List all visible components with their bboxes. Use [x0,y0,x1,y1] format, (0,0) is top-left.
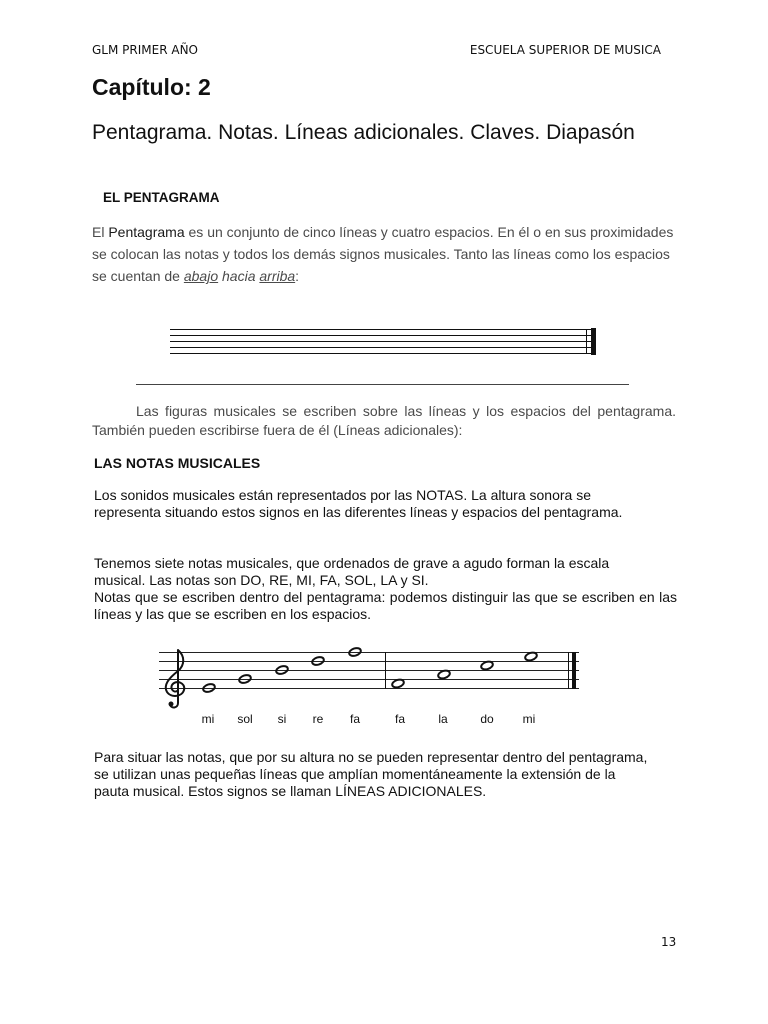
chapter-subtitle: Pentagrama. Notas. Líneas adicionales. Claves. Diapasón [92,121,635,144]
paragraph-lineas-espacios: Notas que se escriben dentro del pentagrama: podemos distinguir las que se escriben en las líneas y las que se escriben en los espacios. [94,589,677,622]
note-label: do [480,712,494,726]
paragraph-figuras: Las figuras musicales se escriben sobre las líneas y los espacios del pentagrama. También pueden escribirse fuera de él (Líneas adicionales): [92,403,676,438]
note-labels [202,712,536,726]
final-barline-thin [568,652,569,689]
term-hacia: hacia [218,268,260,284]
term-arriba: arriba [259,268,296,284]
header-left: GLM PRIMER AÑO [92,43,198,57]
paragraph-pentagrama [92,221,682,287]
term-pentagrama: Pentagrama [108,224,185,240]
treble-clef-icon [166,650,185,707]
note-label: fa [394,712,406,726]
page-number: 13 [661,935,677,949]
paragraph-end: : [295,268,300,284]
barline [385,652,386,689]
note-label: mi [201,712,215,726]
staff-lines [159,652,579,689]
paragraph-lineas-adicionales: Para situar las notas, que por su altura no se pueden representar dentro del pentagrama, se utilizan unas pequeñas líneas que amplían momentáneamente la extensión de la pauta musical. Estos signos se llaman LÍNEAS ADICIONALES. [94,749,648,799]
divider-line [136,384,629,385]
paragraph-siete-notas: Tenemos siete notas musicales, que ordenados de grave a agudo forman la escala musical. Las notas son DO, RE, MI, FA, SOL, LA y SI. [94,555,610,588]
header-right: ESCUELA SUPERIOR DE MUSICA [469,43,661,57]
staff-notes-example [154,640,589,740]
note-label: mi [522,712,536,726]
paragraph-prefix: El [92,224,109,240]
term-abajo: abajo [183,268,219,284]
final-barline-thick [572,652,576,689]
note-label: fa [349,712,361,726]
note-label: si [277,712,287,726]
paragraph-body: es un conjunto de cinco líneas y cuatro espacios. En él o en sus proximidades se colocan las notas y todos los demás signos musicales. Tanto las líneas como los espacios se cuentan de [92,224,674,284]
note-label: la [438,712,448,726]
section-heading-notas: LAS NOTAS MUSICALES [94,455,261,471]
staff-empty [164,324,609,360]
note-label: sol [237,712,253,726]
note-label: re [312,712,324,726]
chapter-title: Capítulo: 2 [92,74,211,100]
paragraph-notas-intro: Los sonidos musicales están representados por las NOTAS. La altura sonora se representa situando estos signos en las diferentes líneas y espacios del pentagrama. [94,487,623,520]
section-heading-pentagrama: EL PENTAGRAMA [103,190,220,205]
